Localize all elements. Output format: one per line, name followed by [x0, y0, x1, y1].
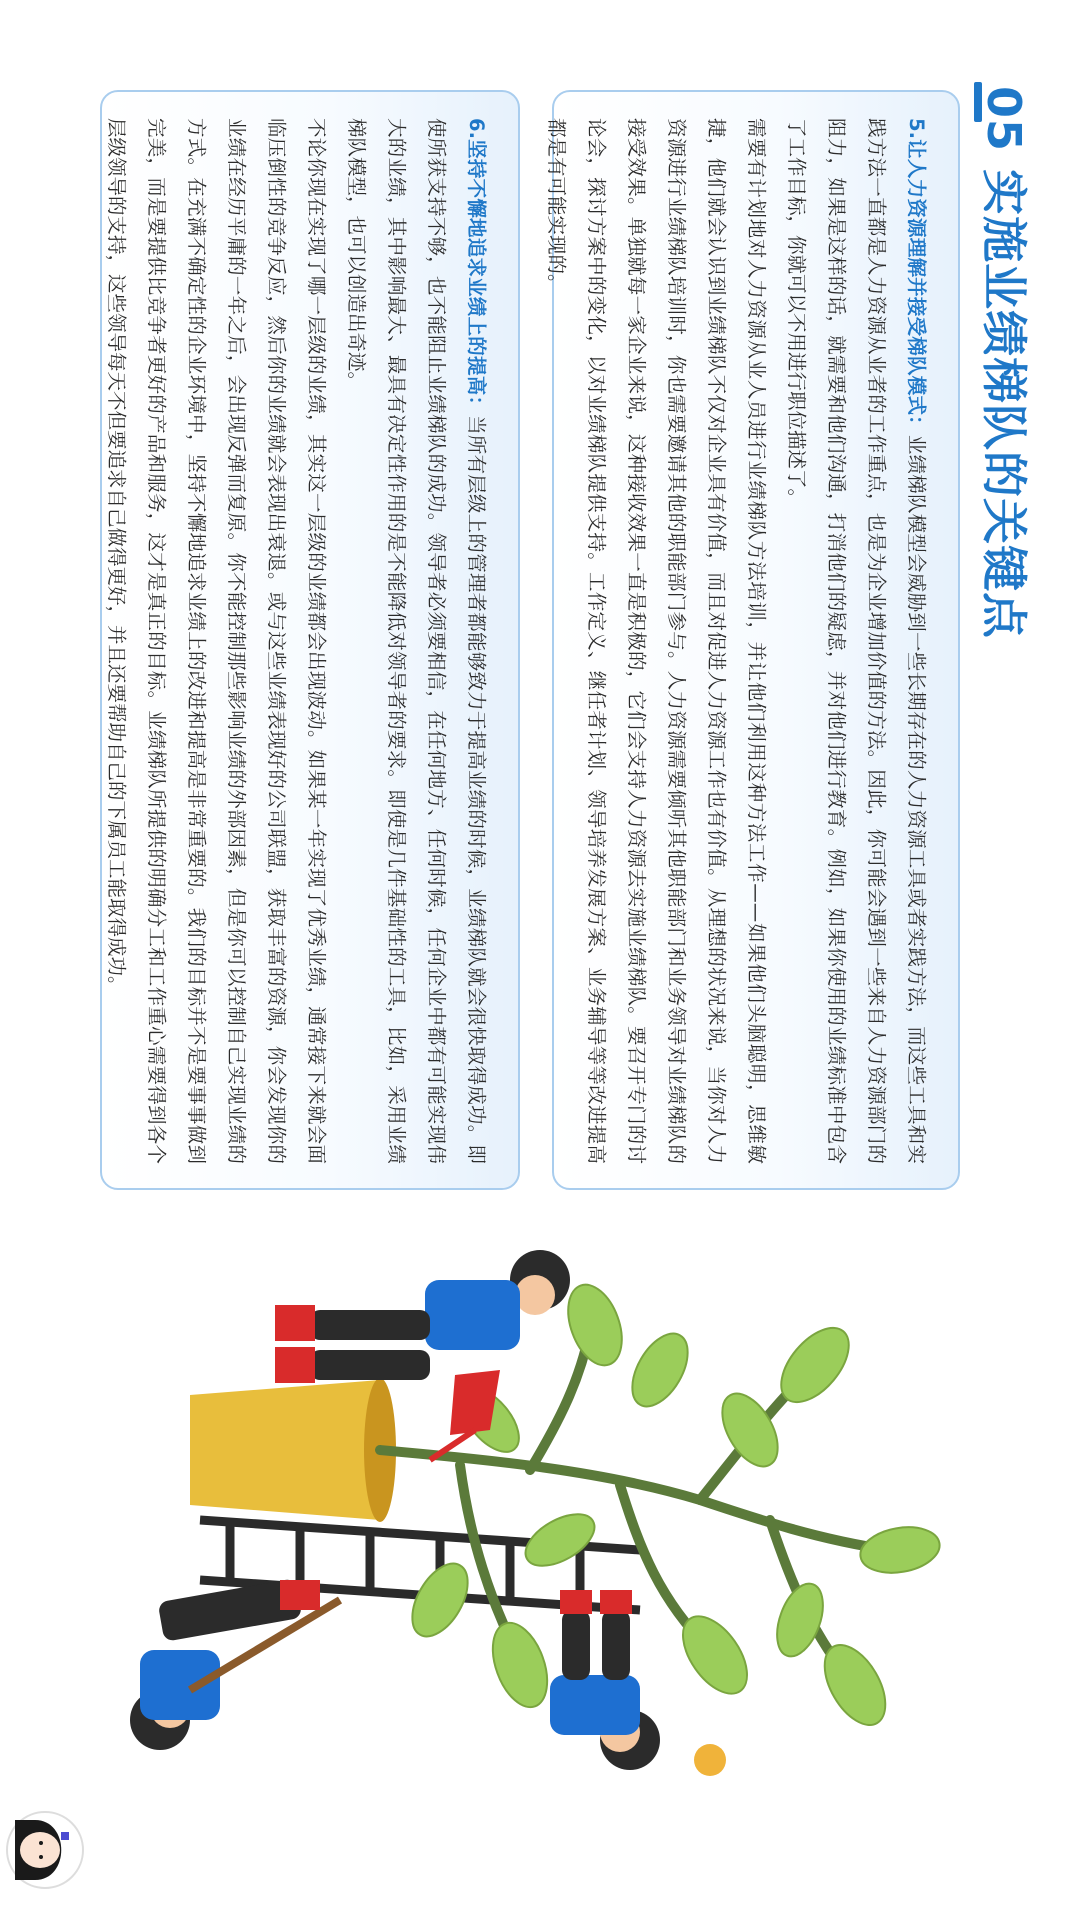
section-5-card	[545, 90, 960, 1190]
plant-pot-graphic	[190, 1378, 396, 1522]
section-5-paragraph-1	[776, 118, 936, 1164]
section-5-paragraph-2: 需要有计划地对人力资源从业人员进行业绩梯队方法培训，并让他们利用这种方法工作——如果他们头脑聪明，思维敏捷，他们就会认识到业绩梯队不仅对企业具有价值，而且对促进人力资源工作也有价值。从理想的状况来说，当你对人力资源进行业绩梯队培训时，你也需要邀请其他的职能部门参与。人力资源需要倾听其他职能部门和业务领导对业绩梯队的接受效果。单独就每一家企业来说，这种接收效果一直是积极的，它们会支持人力资源去实施业绩梯队。要召开专门的讨论会，探讨方案中的变化，以对业绩梯队提供支持。工作定义、继任者计划、领导培养发展方案、业务辅导等等改进提高都是有可能实现的。	[545, 118, 768, 1164]
section-6-card	[100, 90, 520, 1190]
section-6-paragraph-2: 不论你现在实现了哪一层级的业绩，其实这一层级的业绩都会出现波动。如果某一年实现了优秀业绩，通常接下来就会面临压倒性的竞争反应，然后你的业绩就会表现出衰退。或与这些业绩表现好的公司联盟，获取丰富的资源，你会发现你的业绩在经历平庸的一年之后，会出现反弹而复原。你不能控制那些影响业绩的外部因素，但是你可以控制自己实现业绩的方式。在充满不确定性的企业环境中，坚持不懈地追求业绩上的改进和提高是非常重要的。我们的目标并不是要事事做到完美，而是要提供比竞争者更好的产品和服务，这才是真正的目标。业绩梯队所提供的明确分工和工作重心需要得到各个层级领导的支持，这些领导每天不但要追求自己做得更好，并且还要帮助自己的下属员工能取得成功。	[105, 118, 328, 1164]
people-growing-plant-illustration	[100, 1220, 960, 1820]
section-6-body-1: 当所有层级上的管理者都能够致力于提高业绩的时候，业绩梯队就会很快取得成功。即使所获支持不够，也不能阻止业绩梯队的成功。领导者必须要相信，在任何地方、任何时候，任何企业中都有可能实现伟大的业绩，其中影响最大、最具有决定性作用的是不能降低对领导者的要求。即使是几件基础性的工具，比如，采用业绩梯队模型，也可以创造出奇迹。	[345, 118, 488, 1164]
section-6-paragraph-1	[336, 118, 496, 1164]
section-6-heading: 6.坚持不懈地追求业绩上的提高：	[465, 118, 488, 416]
girl-avatar-icon	[5, 1810, 85, 1890]
person-gardening-graphic	[130, 1578, 340, 1750]
section-5-heading: 5.让人力资源理解并接受梯队模式：	[905, 118, 928, 435]
page-title: 05 实施业绩梯队的关键点	[977, 86, 1031, 640]
section-5-body-1: 业绩梯队模型会威胁到一些长期存在的人力资源工具或者实践方法，而这些工具和实践方法一直都是人力资源从业者的工作重点，也是为企业增加价值的方法。因此，你可能会遇到一些来自人力资源部门的阻力，如果是这样的话，就需要和他们沟通，打消他们的疑虑，并对他们进行教育。例如，如果你使用的业绩标准中包含了工作目标，你就可以不用进行职位描述了。	[785, 118, 928, 1164]
